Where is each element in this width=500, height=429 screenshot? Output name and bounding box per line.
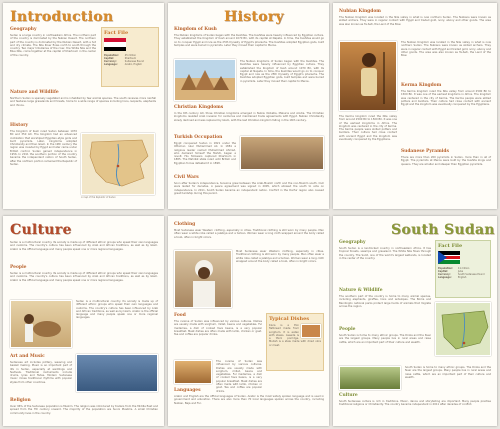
sudan-map-image — [81, 133, 155, 195]
section-heading: Nature and Wildlife — [10, 90, 59, 95]
section-body: Most Sudanese wear Western clothing, especially in cities. Traditional clothing is still worn by many people. Men often wear a white robe called a jalabiya and a turban. Women wear a long cloth wrapped around the body called a toub, often in bright colors. — [174, 229, 324, 239]
fact-row: Capital: Juba — [438, 270, 463, 273]
section-heading: Christian Kingdoms — [174, 105, 224, 110]
section-body: South Sudan is home to many ethnic groups. The Dinka and the Nuer are the largest groups. Many people live in rural areas and raise cattle, which are an important part of their culture and wealth. — [339, 334, 431, 344]
sidebox-body: Kisra is a thin flatbread made from sorghum. It is eaten with stews. Aseeda is a thick porridge. Mullah is a stew made with dried okra or meat. — [269, 324, 321, 347]
fact-row: Population: 45 million — [104, 54, 137, 57]
section-heading: Art and Music — [10, 354, 45, 359]
fact-row: Capital: Khartoum — [104, 57, 137, 60]
fact-row: Currency: Sudanese Pound — [104, 60, 144, 63]
page-culture — [3, 216, 164, 426]
section-body-continued: Most Sudanese wear Western clothing, especially in cities. Traditional clothing is still worn by many people. Men often wear a white robe called a jalabiya and a turban. Women wear a long cloth wrapped around the body called a toub, often in bright colors. — [236, 250, 324, 263]
fact-row: Language: Arabic, English — [104, 63, 142, 66]
page-daily-life — [168, 216, 329, 426]
section-body: Soon after Sudan's independence, tensions grew between the Arab-Muslim north and the non-Muslim south. Civil wars lasted for decades. A peace agreement was signed in 2005, which allowed the south to vote on independence. In 2011, South Sudan became an independent nation. Conflict in the Darfur region also caused great hardship during this period. — [174, 182, 324, 195]
section-body: The Nubian kingdoms of Sudan began with the Kushites. The Kushites were heavily influenced by Egyptian culture. They established the Kingdom of Kush around 1070 BC, with its capital at Napata. In time, the Kushites would go on to conquer Egypt and rule as the 25th Dynasty of Egypt's pharaohs. The Kushites adopted Egyptian gods, built temples and were buried in pyramids. Later they moved their capital to Meroe. — [174, 34, 324, 47]
map-caption: A map of the Republic of Sudan — [81, 196, 116, 199]
section-heading: Turkish Occupation — [174, 135, 223, 140]
section-body: In the 6th century AD, three Christian kingdoms emerged in Nubia: Nobatia, Makuria and Alodia. The Christian kingdoms resisted Arab invasion for centuries and maintained trade agreements with Egypt. Nubian Christianity slowly declined and was replaced by Islam, with the last Christian kingdom falling in the 16th century. — [174, 112, 324, 122]
fact-file-title: Fact File — [104, 30, 129, 36]
section-body-continued: The Nubian Kingdom was located in the Nile valley in what is now northern Sudan. The Nubians were known as skilled archers. They were in regular contact with Egypt and traded gold, ivory, ebony and other goods. The area was also known as Ta-Seti, the Land of the Bow. — [401, 41, 491, 58]
section-body-continued: South Sudan is home to many ethnic groups. The Dinka and the Nuer are the largest groups. Many people live in rural areas and raise cattle, which are an important part of their culture and wealth. — [405, 366, 491, 379]
food-photo — [174, 360, 212, 384]
section-heading: Sudanese Pyramids — [401, 149, 449, 154]
page-kingdoms — [333, 3, 497, 209]
section-body: Sudan is a multicultural country. Its society is made up of different ethnic groups who speak their own languages and customs. The country's culture has been influenced by Arab and African traditions, as well as by Islam. Arabic is the official language and many people speak one or more regional languages. — [10, 272, 158, 282]
page-title: South Sudan — [391, 222, 495, 238]
typical-dishes-box — [266, 313, 324, 371]
section-body-continued: The Nubian kingdoms of Sudan began with the Kushites. The Kushites were heavily influenced by Egyptian culture. They established the Kingdom of Kush around 1070 BC, with its capital at Napata. In time, the Kushites would go on to conquer Egypt and rule as the 25th Dynasty of Egypt's pharaohs. The Kushites adopted Egyptian gods, built temples and were buried in pyramids. Later they moved their capital to Meroe. — [240, 60, 324, 83]
page-title: History — [224, 9, 284, 25]
section-heading: People — [10, 265, 27, 270]
section-heading: Culture — [339, 393, 358, 398]
art-music-photo — [76, 354, 158, 392]
section-heading: Civil Wars — [174, 175, 199, 180]
section-body: The Nubian Kingdom was located in the Nile valley in what is now northern Sudan. The Nubians were known as skilled archers. They were in regular contact with Egypt and traded gold, ivory, ebony and other goods. The area was also known as Ta-Seti, the Land of the Bow. — [339, 16, 491, 26]
section-body: South Sudan is a landlocked country in northeastern Africa. It has tropical forests, swamps and grassland. The White Nile flows through the country. The Sudd, one of the world's largest wetlands, is located in the center of the country. — [339, 247, 431, 260]
fact-row: Language: English — [438, 276, 467, 279]
section-body: The Kingdom of Kush ruled Sudan between 1070 BC and 350 AD. The Kingdom had an advanced civilization that worshiped Egyptian-style gods and built pyramids. Later, kingdoms adopted Christianity and then Islam. In the 19th century the region was invaded by Egypt and later came under British control. Sudan gained independence in 1956. In 2011 the southern portion of the country became the independent nation of South Sudan, after the northern portion remained the Republic of Sudan. — [10, 130, 77, 166]
south-sudan-flag-icon — [438, 251, 460, 264]
fact-file-box — [435, 240, 491, 298]
section-body: Sudan is a large country in northeastern Africa. The northern part of the country is dominated by the Nubian Desert. The northern part of the country is dominated by the Nubian Desert, with a hot and dry climate. The Nile River flows north to south through the country. Two major tributaries of the river, the White Nile and the Blue Nile, come together at the capital of Khartoum in the center of the country. — [10, 34, 96, 57]
section-body: South Sudanese culture is rich in traditions. Music, dance and storytelling are important. Many people practise traditional religions or Christianity. The country became independent in 2011 after decades of conflict. — [339, 400, 491, 407]
section-body: Arabic and English are the official languages of Sudan. Arabic is the most widely spoken language and is used in government and education. There are also more than 70 local languages spoken across the country, including Nubian, Beja and Fur. — [174, 395, 324, 405]
section-body: Northern Sudan is sparsely vegetated and is inhabited by few animal species. The south receives more rainfall and features large grasslands and forests, home to a wide range of species including lions, leopards, elephants and rhinos. — [10, 97, 156, 107]
section-heading: History — [10, 123, 29, 128]
sidebox-title: Typical Dishes — [269, 316, 310, 322]
nubian-warrior-image — [339, 41, 397, 111]
camel-herder-photo — [10, 300, 72, 348]
fact-row: Currency: South Sudanese Pound — [438, 273, 485, 276]
pyramids-photo — [174, 59, 236, 101]
section-body: Egypt conquered Sudan in 1821 under the Ottoman ruler Muhammad Ali. In 1881 a religious leader named Muhammad Ahmad, who declared himself the Mahdi, began a revolt. His followers captured Khartoum in 1885. The Mahdist state ruled until British and Egyptian forces defeated it in 1898. — [174, 142, 236, 165]
section-heading: Religion — [10, 398, 31, 403]
page-south-sudan — [333, 216, 497, 426]
section-heading: Nature & Wildlife — [339, 288, 383, 293]
page-title: Culture — [10, 222, 72, 238]
section-body-continued: The cuisine of Sudan was influenced by various cultures. Dishes are usually made with sorghum, millet, beans and vegetables. Ful medames, a dish of cooked fava beans, is a very popular breakfast. Meat dishes are often made with lamb, chicken or goat. Tea and coffee are popular drinks. — [216, 360, 262, 393]
section-heading: People — [339, 327, 356, 332]
sudan-flag-icon — [104, 38, 126, 51]
section-heading: Geography — [10, 27, 37, 32]
section-body: There are more than 200 pyramids in Sudan, more than in all of Egypt. The pyramids at Meroe were built by the Kushite kings and queens. They are smaller and steeper than Egyptian pyramids. — [401, 156, 491, 166]
page-introduction — [3, 3, 164, 209]
traditional-dress-photo — [174, 250, 232, 308]
south-sudan-map-image — [435, 302, 491, 356]
section-heading: Nubian Kingdom — [339, 9, 381, 14]
page-title: Introduction — [10, 9, 114, 25]
historical-painting — [240, 136, 324, 170]
section-body: Over 96% of the Sudanese population is Muslim. The religion was introduced by traders from the Middle East and spread from the 7th century onward. The majority of the population are Sunni Muslims. A small Christian community lives in the country. — [10, 405, 158, 415]
section-body: The cuisine of Sudan was influenced by various cultures. Dishes are usually made with sorghum, millet, beans and vegetables. Ful medames, a dish of cooked fava beans, is a very popular breakfast. Meat dishes are often made with lamb, chicken or goat. Tea and coffee are popular drinks. — [174, 320, 262, 337]
south-sudan-photo — [339, 366, 401, 390]
intro-body: Sudan is a multicultural country. Its society is made up of different ethnic groups who speak their own languages and customs. The country's culture has been influenced by Arab and African traditions, as well as by Islam. Arabic is the official language and many people speak one or more regional languages. — [10, 241, 158, 251]
section-heading: Clothing — [174, 222, 196, 227]
page-history — [168, 3, 329, 209]
fact-row: Population: 11 million — [438, 267, 470, 270]
fact-file-title: Fact File — [438, 243, 463, 249]
section-body: The southern part of the country is home to many animal species, including elephants, giraffes, lions and antelopes. The Boma and Bandingilo national parks protect large herds of animals that migrate across the region. — [339, 295, 431, 308]
fact-file-box — [101, 27, 159, 87]
section-body: The Kerma kingdom ruled the Nile valley from around 2500 BC to 1500 BC. It was one of the earliest kingdoms in Africa. The kingdom was centered in the city of Kerma. The Kerma people were skilled potters and builders. Their culture had close contact with ancient Egypt and the kingdom was eventually conquered by the Egyptians. — [401, 90, 491, 107]
section-heading: Geography — [339, 240, 366, 245]
section-heading: Kingdom of Kush — [174, 27, 217, 32]
section-heading: Food — [174, 313, 186, 318]
section-body: Sudanese art includes pottery, weaving and basket making. Music is an important part of life in Sudan, especially at weddings and festivals. Traditional instruments include drums, lyres and flutes. Modern Sudanese music mixes traditional rhythms with popular styles from other countries. — [10, 361, 72, 384]
section-heading: Kerma Kingdom — [401, 83, 442, 88]
section-heading: Languages — [174, 388, 201, 393]
section-body-continued: The Kerma kingdom ruled the Nile valley from around 2500 BC to 1500 BC. It was one of the earliest kingdoms in Africa. The kingdom was centered in the city of Kerma. The Kerma people were skilled potters and builders. Their culture had close contact with ancient Egypt and the kingdom was eventually conquered by the Egyptians. — [339, 115, 397, 142]
section-body-continued: Sudan is a multicultural country. Its society is made up of different ethnic groups who speak their own languages and customs. The country's culture has been influenced by Arab and African traditions, as well as by Islam. Arabic is the official language and many people speak one or more regional languages. — [76, 300, 158, 320]
